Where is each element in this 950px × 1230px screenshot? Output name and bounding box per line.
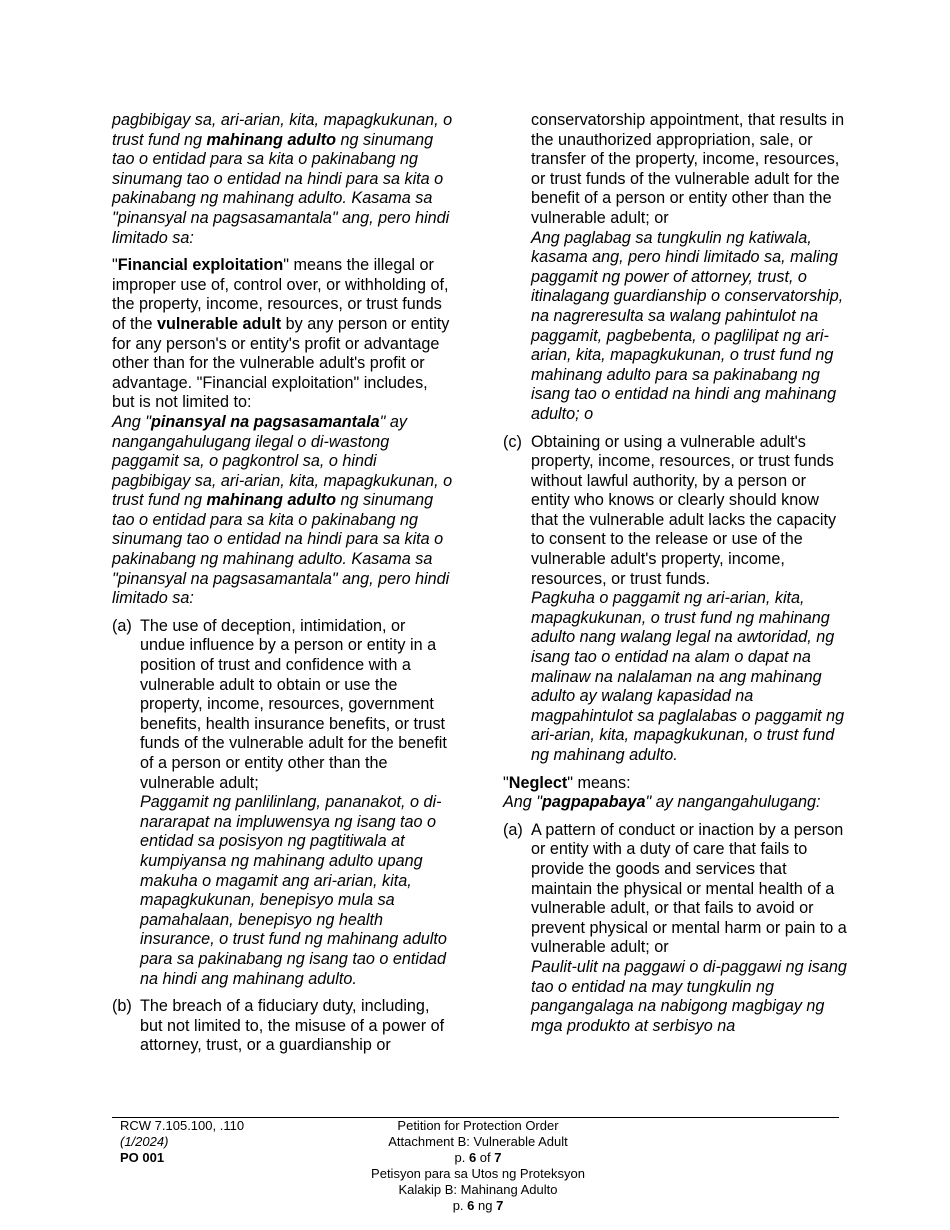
footer-form-number: PO 001 bbox=[120, 1150, 165, 1165]
list-item-en: A pattern of conduct or inaction by a person or entity with a duty of care that fails to provide the goods and services that maintain the physical or mental health of a vulnerable adult, or that fails to avoid or prevent physical or mental harm or pain to a vulnerable adult; or bbox=[531, 820, 847, 957]
list-item-a bbox=[112, 617, 454, 989]
list-item-tl: Paggamit ng panlilinlang, pananakot, o di-nararapat na impluwensya ng isang tao o entidad sa posisyon ng pagtitiwala at kumpiyansa ng mahinang adulto upang makuha o magamit ang ari-arian, kita, mapagkukunan, benepisyo mula sa pamahalaan, benepisyo ng health insurance, o trust fund ng mahinang adulto para sa pakinabang ng isang tao o entidad na hindi ang mahinang adulto. bbox=[140, 793, 447, 988]
footer-left bbox=[120, 1118, 244, 1166]
footer-rcw: RCW 7.105.100, .110 bbox=[120, 1118, 245, 1133]
list-label: (c) bbox=[503, 432, 522, 451]
list-item-tl: Ang paglabag sa tungkulin ng katiwala, kasama ang, pero hindi limitado sa, maling paggamit ng power of attorney, trust, o itinalagang guardianship o conservatorship, na nagreresulta sa walang pahintulot na paggamit, pagbebenta, o paglilipat ng ari-arian, kita, mapagkukunan, o trust fund ng mahinang adulto para sa pakinabang ng isang tao o entidad na hindi ang mahinang adulto; o bbox=[531, 228, 844, 423]
footer-title-en: Petition for Protection Order bbox=[397, 1118, 559, 1133]
left-column bbox=[112, 111, 454, 1064]
neglect-list-item-a bbox=[503, 821, 847, 1037]
footer-title-tl: Petisyon para sa Utos ng Proteksyon bbox=[371, 1166, 585, 1181]
list-item-b-continued bbox=[503, 111, 847, 425]
footer-center bbox=[300, 1118, 656, 1214]
financial-exploitation-definition-tl: Ang "pinansyal na pagsasamantala" ay nangangahulugang ilegal o di-wastong paggamit sa, o pagkontrol sa, o hindi pagbibigay sa, ari-arian, kita, mapagkukunan, o trust fund ng mahinang adulto ng sinumang tao o entidad para sa kita o pakinabang ng sinumang tao o entidad na hindi para sa kita o pakinabang ng mahinang adulto. Kasama sa "pinansyal na pagsasamantala" ang, pero hindi limitado sa: bbox=[112, 412, 453, 608]
footer-page-en: p. 6 of 7 bbox=[454, 1150, 502, 1165]
footer-date: (1/2024) bbox=[120, 1134, 169, 1149]
footer-attachment-tl: Kalakip B: Mahinang Adulto bbox=[398, 1182, 558, 1197]
list-item-tl: Paulit-ulit na paggawi o di-paggawi ng isang tao o entidad na may tungkulin ng pangangalaga na nabigong magbigay ng mga produkto at serbisyo na bbox=[531, 957, 847, 1035]
right-column bbox=[503, 111, 847, 1044]
list-item-b bbox=[112, 997, 454, 1056]
list-label: (a) bbox=[503, 820, 523, 839]
footer-attachment-en: Attachment B: Vulnerable Adult bbox=[388, 1134, 568, 1149]
list-item-en: The breach of a fiduciary duty, including, but not limited to, the misuse of a power of attorney, trust, or a guardianship or bbox=[140, 997, 445, 1055]
list-label: (a) bbox=[112, 616, 132, 635]
list-item-en: The use of deception, intimidation, or undue influence by a person or entity in a position of trust and confidence with a vulnerable adult to obtain or use the property, income, resources, government benefits, health insurance benefits, or trust funds of the vulnerable adult for the benefit of a person or entity other than the vulnerable adult; bbox=[140, 616, 447, 792]
list-item-en: conservatorship appointment, that results in the unauthorized appropriation, sale, or transfer of the property, income, resources, or trust funds of the vulnerable adult for the benefit of a person or entity other than the vulnerable adult; or bbox=[531, 111, 845, 227]
financial-exploitation-definition-en: "Financial exploitation" means the illegal or improper use of, control over, or withholding of, the property, income, resources, or trust funds of the vulnerable adult by any person or entity for any person's or entity's profit or advantage other than for the vulnerable adult's profit or advantage. "Financial exploitation" includes, but is not limited to: bbox=[112, 256, 450, 412]
neglect-definition-tl: Ang "pagpapabaya" ay nangangahulugang: bbox=[503, 793, 821, 812]
neglect-definition-en: "Neglect" means: bbox=[503, 773, 631, 792]
list-label: (b) bbox=[112, 997, 132, 1016]
list-item-tl: Pagkuha o paggamit ng ari-arian, kita, mapagkukunan, o trust fund ng mahinang adulto nang walang legal na awtoridad, ng isang tao o entidad na alam o dapat na malinaw na nalalaman na ang mahinang adulto ay walang kapasidad na magpahintulot sa paglalabas o paggamit ng ari-arian, kita, mapagkukunan, o trust fund ng mahinang adulto. bbox=[531, 589, 845, 764]
financial-exploitation-tl-continuation: pagbibigay sa, ari-arian, kita, mapagkukunan, o trust fund ng mahinang adulto ng sinumang tao o entidad para sa kita o pakinabang ng sinumang tao o entidad na hindi para sa kita o pakinabang ng mahinang adulto. Kasama sa "pinansyal na pagsasamantala" ang, pero hindi limitado sa: bbox=[112, 111, 453, 247]
footer-page-tl: p. 6 ng 7 bbox=[452, 1198, 504, 1213]
list-item-c bbox=[503, 433, 847, 766]
list-item-en: Obtaining or using a vulnerable adult's property, income, resources, or trust funds without lawful authority, by a person or entity who knows or clearly should know that the vulnerable adult lacks the capacity to consent to the release or use of the vulnerable adult's property, income, resources, or trust funds. bbox=[531, 432, 837, 588]
